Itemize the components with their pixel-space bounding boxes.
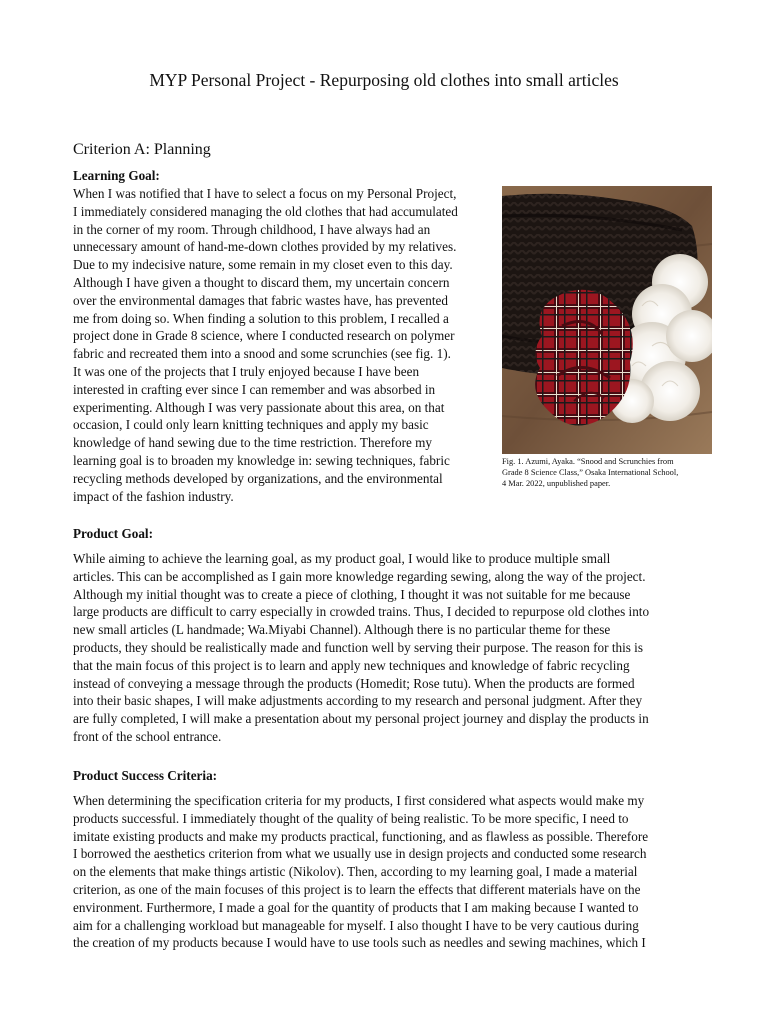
text-line: into their basic shapes, I will make adjustments according to my research and personal judgment. After they xyxy=(73,693,643,709)
text-line: products, they should be realistically made and function well by serving their purpose. The reason for this is xyxy=(73,639,643,655)
text-line: impact of the fashion industry. xyxy=(73,488,234,504)
text-line: When I was notified that I have to select a focus on my Personal Project, xyxy=(73,186,457,201)
criterion-heading: Criterion A: Planning xyxy=(73,141,211,158)
success-criteria-heading: Product Success Criteria: xyxy=(73,768,218,783)
text-line: articles. This can be accomplished as I gain more knowledge regarding sewing, along the way of the project. xyxy=(73,568,646,584)
text-line: over the environmental damages that fabric wastes have, has prevented xyxy=(73,292,448,308)
text-line: aim for a challenging workload but manageable for myself. I also thought I have to be very cautious during xyxy=(73,917,639,933)
text-line: are fully completed, I will make a presentation about my personal project journey and display the products in xyxy=(73,711,649,727)
success-criteria-paragraph xyxy=(73,792,648,952)
product-goal-heading: Product Goal: xyxy=(73,526,153,541)
text-line: large products are difficult to carry especially in crowded trains. Thus, I decided to repurpose old clothes into xyxy=(73,604,650,620)
text-line: experimenting. Although I was very passionate about this area, on that xyxy=(73,399,445,415)
text-line: interested in crafting ever since I can remember and was absorbed in xyxy=(73,381,436,397)
text-line: environment. Furthermore, I made a goal for the quantity of products that I am making because I wanted to xyxy=(73,899,639,915)
text-line: imitate existing products and make my products practical, functioning, and as flawless as possible. Therefore xyxy=(73,828,649,844)
document-title: MYP Personal Project - Repurposing old clothes into small articles xyxy=(149,70,619,90)
text-line: Fig. 1. Azumi, Ayaka. “Snood and Scrunchies from xyxy=(502,457,674,466)
text-line: unnecessary amount of hand-me-down clothes provided by my relatives. xyxy=(73,239,457,255)
text-line: Grade 8 Science Class,” Osaka International School, xyxy=(502,468,679,477)
text-line: I immediately considered managing the old clothes that had accumulated xyxy=(73,203,458,219)
text-line: Although I have given a thought to discard them, my uncertain concern xyxy=(73,274,450,290)
text-line: the creation of my products because I would have to use tools such as needles and sewing machines, which I xyxy=(73,935,646,951)
text-line: me from doing so. When finding a solution to this problem, I recalled a xyxy=(73,310,449,326)
text-line: learning goal is to broaden my knowledge in: sewing techniques, fabric xyxy=(73,452,450,468)
figure-caption xyxy=(502,456,717,489)
text-line: instead of conveying a message through the products (Homedit; Rose tutu). When the products are formed xyxy=(73,675,635,691)
text-line: knowledge of hand sewing due to the time restriction. Therefore my xyxy=(73,435,433,451)
learning-goal-paragraph xyxy=(73,185,458,505)
text-line: new small articles (L handmade; Wa.Miyabi Channel). Although there is no particular theme for these xyxy=(73,622,611,638)
learning-goal-heading: Learning Goal: xyxy=(73,168,160,183)
text-line: occasion, I could only learn knitting techniques and apply my basic xyxy=(73,417,429,433)
text-line: criterion, as one of the main focuses of this project is to learn the effects that different materials have on the xyxy=(73,881,641,897)
text-line: When determining the specification criteria for my products, I first considered what aspects would make my xyxy=(73,793,645,808)
text-line: I borrowed the aesthetics criterion from what we usually use in design projects and conducted some research xyxy=(73,846,647,862)
text-line: It was one of the projects that I truly enjoyed because I have been xyxy=(73,363,420,379)
text-line: project done in Grade 8 science, where I conducted research on polymer xyxy=(73,328,455,344)
text-line: that the main focus of this project is to learn and apply new techniques and knowledge of fabric recycling xyxy=(73,657,630,673)
product-goal-paragraph xyxy=(73,550,649,746)
text-line: front of the school entrance. xyxy=(73,728,222,744)
text-line: on the elements that make things artistic (Nikolov). Then, according to my learning goal, I made a material xyxy=(73,864,638,880)
text-line: in the corner of my room. Through childhood, I have always had an xyxy=(73,221,431,237)
text-line: While aiming to achieve the learning goal, as my product goal, I would like to produce multiple small xyxy=(73,551,611,566)
text-line: Due to my indecisive nature, some remain in my closet even to this day. xyxy=(73,257,453,273)
snood-scrunchies-photo xyxy=(502,186,712,454)
text-line: products successful. I immediately thought of the quality of being realistic. To be more specific, I need to xyxy=(73,810,629,826)
text-line: 4 Mar. 2022, unpublished paper. xyxy=(502,479,611,488)
photo-illustration xyxy=(502,186,712,454)
text-line: Although my initial thought was to create a piece of clothing, I thought it was not suitable for me because xyxy=(73,586,631,602)
text-line: recycling methods developed by organizations, and the environmental xyxy=(73,470,443,486)
text-line: fabric and recreated them into a snood and some scrunchies (see fig. 1). xyxy=(73,346,451,362)
